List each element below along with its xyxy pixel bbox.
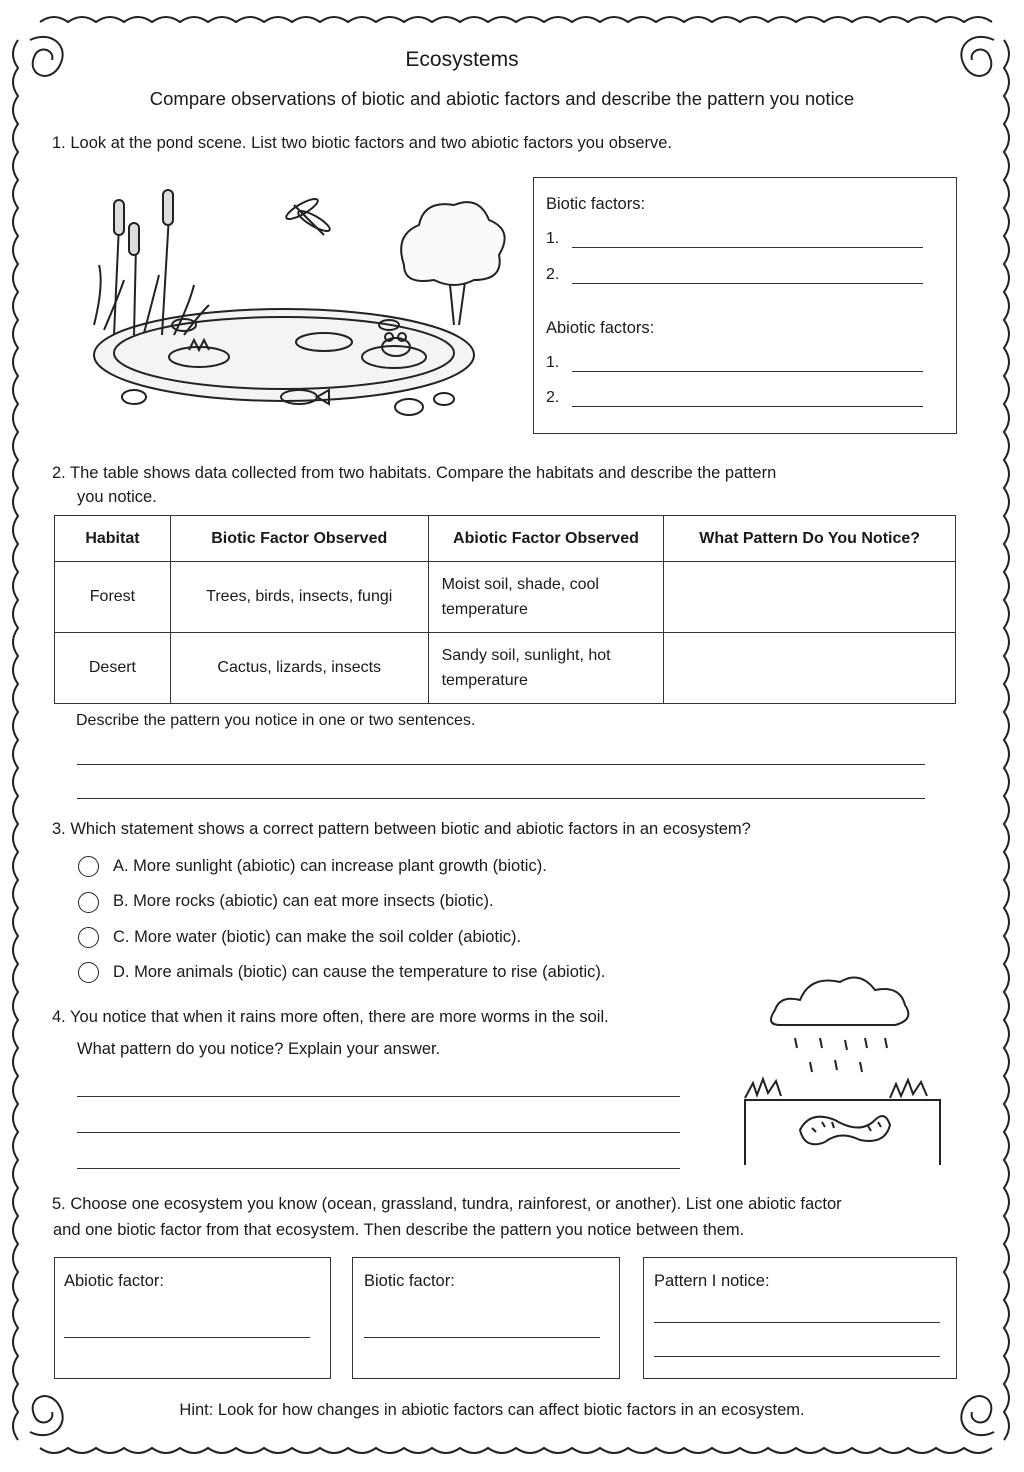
pattern-answer-line[interactable]: [654, 1356, 940, 1357]
abiotic-factor-answer-line[interactable]: [64, 1337, 310, 1338]
table-header: Biotic Factor Observed: [170, 516, 428, 562]
table-header: Habitat: [55, 516, 171, 562]
describe-pattern-instruction: Describe the pattern you notice in one or two sentences.: [76, 712, 476, 729]
abiotic-2-number: 2.: [546, 389, 560, 406]
option-d-label: D. More animals (biotic) can cause the temperature to rise (abiotic).: [113, 963, 606, 981]
pattern-notice-label: Pattern I notice:: [654, 1272, 770, 1290]
q2-answer-line[interactable]: [77, 798, 925, 799]
habitat-data-table: [54, 515, 956, 704]
question-5-prompt-line1: 5. Choose one ecosystem you know (ocean, grassland, tundra, rainforest, or another). List one abiotic factor: [52, 1195, 842, 1213]
pattern-answer-cell[interactable]: [664, 633, 956, 704]
page-title: Ecosystems: [405, 48, 519, 71]
question-5-prompt-line2: and one biotic factor from that ecosystem. Then describe the pattern you notice between them.: [53, 1221, 745, 1239]
table-header: Abiotic Factor Observed: [428, 516, 664, 562]
option-b-label: B. More rocks (abiotic) can eat more insects (biotic).: [113, 892, 494, 910]
page-subtitle: Compare observations of biotic and abiotic factors and describe the pattern you notice: [149, 88, 855, 109]
table-cell: Cactus, lizards, insects: [170, 633, 428, 704]
abiotic-factor-label: Abiotic factor:: [64, 1272, 164, 1290]
option-a-radio[interactable]: [78, 856, 99, 877]
question-4-prompt-line2: What pattern do you notice? Explain your answer.: [77, 1040, 441, 1058]
table-cell: Forest: [55, 562, 171, 633]
abiotic-factors-label: Abiotic factors:: [546, 319, 655, 337]
question-1-prompt: 1. Look at the pond scene. List two biotic factors and two abiotic factors you observe.: [52, 134, 673, 152]
biotic-1-answer-line[interactable]: [572, 247, 923, 248]
q4-answer-line[interactable]: [77, 1132, 680, 1133]
option-d-radio[interactable]: [78, 962, 99, 983]
table-cell: Sandy soil, sunlight, hot temperature: [428, 633, 664, 704]
q4-answer-line[interactable]: [77, 1168, 680, 1169]
biotic-2-answer-line[interactable]: [572, 283, 923, 284]
table-cell: Trees, birds, insects, fungi: [170, 562, 428, 633]
pond-scene-illustration: [74, 185, 514, 425]
q2-answer-line[interactable]: [77, 764, 925, 765]
biotic-factor-label: Biotic factor:: [364, 1272, 455, 1290]
table-header: What Pattern Do You Notice?: [664, 516, 956, 562]
biotic-factors-label: Biotic factors:: [546, 195, 646, 213]
option-c-radio[interactable]: [78, 927, 99, 948]
table-header-row: [55, 516, 956, 562]
table-cell: Desert: [55, 633, 171, 704]
hint-text: Hint: Look for how changes in abiotic factors can affect biotic factors in an ecosystem.: [179, 1401, 805, 1419]
question-3-prompt: 3. Which statement shows a correct pattern between biotic and abiotic factors in an ecosystem?: [52, 820, 751, 838]
question-2-prompt-line2: you notice.: [77, 488, 157, 506]
biotic-2-number: 2.: [546, 266, 560, 283]
question-4-prompt-line1: 4. You notice that when it rains more often, there are more worms in the soil.: [52, 1008, 609, 1026]
option-b-radio[interactable]: [78, 892, 99, 913]
option-c-label: C. More water (biotic) can make the soil colder (abiotic).: [113, 928, 522, 946]
pattern-answer-cell[interactable]: [664, 562, 956, 633]
abiotic-1-answer-line[interactable]: [572, 371, 923, 372]
table-row: [55, 562, 956, 633]
table-row: [55, 633, 956, 704]
abiotic-1-number: 1.: [546, 354, 560, 371]
biotic-factor-answer-line[interactable]: [364, 1337, 600, 1338]
option-a-label: A. More sunlight (abiotic) can increase plant growth (biotic).: [113, 857, 547, 875]
rain-worm-illustration: [740, 970, 945, 1170]
table-cell: Moist soil, shade, cool temperature: [428, 562, 664, 633]
abiotic-2-answer-line[interactable]: [572, 406, 923, 407]
q4-answer-line[interactable]: [77, 1096, 680, 1097]
biotic-1-number: 1.: [546, 230, 560, 247]
question-2-prompt-line1: 2. The table shows data collected from two habitats. Compare the habitats and describe the pattern: [52, 464, 777, 482]
pattern-answer-line[interactable]: [654, 1322, 940, 1323]
